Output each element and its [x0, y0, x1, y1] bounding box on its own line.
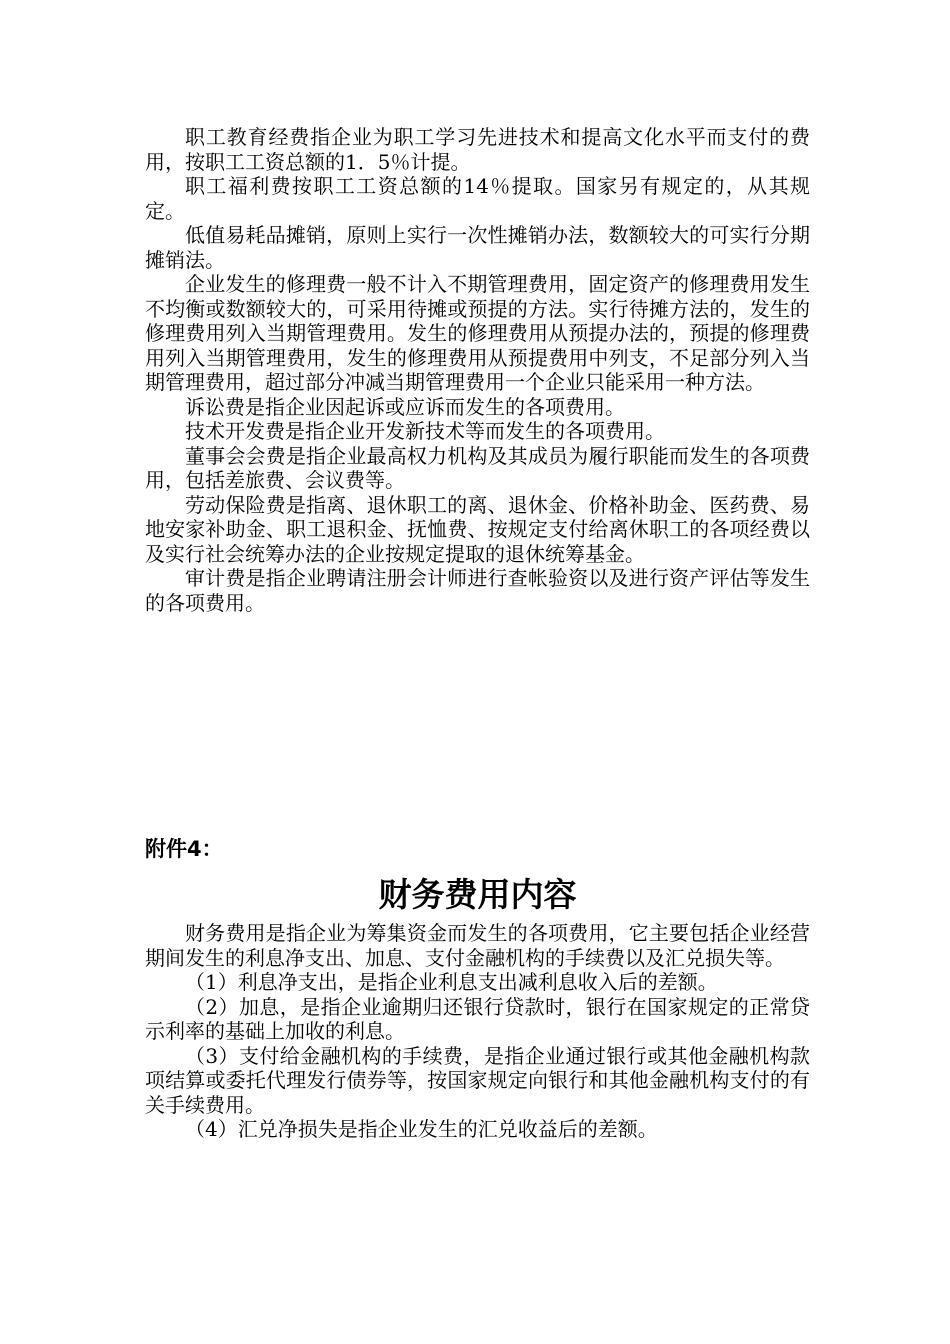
paragraph-board-fees: 董事会会费是指企业最高权力机构及其成员为履行职能而发生的各项费用，包括差旅费、会议费等。 — [145, 443, 810, 492]
paragraph-net-interest: （1）利息净支出，是指企业利息支出减利息收入后的差额。 — [185, 970, 718, 994]
paragraph-low-value-consumables: 低值易耗品摊销，原则上实行一次性摊销办法，数额较大的可实行分期摊销法。 — [145, 223, 810, 272]
management-expenses-text — [145, 125, 810, 615]
attachment-label: 附件4： — [145, 837, 223, 861]
paragraph-litigation-fees: 诉讼费是指企业因起诉或应诉而发生的各项费用。 — [185, 394, 625, 419]
paragraph-repair-costs: 企业发生的修理费一般不计入不期管理费用，固定资产的修理费用发生不均衡或数额较大的，可采用待摊或预提的方法。实行待摊方法的，发生的修理费用列入当期管理费用。发生的修理费用从预提办法的，预提的修理费用列入当期管理费用，发生的修理费用从预提费用中列支，不足部分列入当期管理费用，超过部分冲减当期管理费用一个企业只能采用一种方法。 — [145, 272, 810, 394]
paragraph-labor-insurance: 劳动保险费是指离、退休职工的离、退休金、价格补助金、医药费、易地安家补助金、职工退积金、抚恤费、按规定支付给离休职工的各项经费以及实行社会统筹办法的企业按规定提取的退休统筹基金。 — [145, 492, 810, 566]
paragraph-tech-development: 技术开发费是指企业开发新技术等而发生的各项费用。 — [185, 419, 665, 443]
paragraph-bank-fees: （3）支付给金融机构的手续费，是指企业通过银行或其他金融机构款项结算或委托代理发行债券等，按国家规定向银行和其他金融机构支付的有关手续费用。 — [145, 1043, 810, 1117]
paragraph-staff-education: 职工教育经费指企业为职工学习先进技术和提高文化水平而支付的费用，按职工工资总额的1．5％计提。 — [145, 125, 810, 174]
paragraph-extra-interest: （2）加息，是指企业逾期归还银行贷款时，银行在国家规定的正常贷示利率的基础上加收的利息。 — [145, 994, 810, 1043]
paragraph-staff-welfare: 职工福利费按职工工资总额的14％提取。国家另有规定的，从其规定。 — [145, 174, 810, 223]
paragraph-exchange-loss: （4）汇兑净损失是指企业发生的汇兑收益后的差额。 — [185, 1117, 658, 1141]
financial-expenses-text — [145, 921, 810, 1142]
paragraph-audit-fees: 审计费是指企业聘请注册会计师进行查帐验资以及进行资产评估等发生的各项费用。 — [145, 566, 810, 615]
section-title: 财务费用内容 — [378, 875, 577, 914]
paragraph-financial-intro: 财务费用是指企业为筹集资金而发生的各项费用，它主要包括企业经营期间发生的利息净支出、加息、支付金融机构的手续费以及汇兑损失等。 — [145, 921, 810, 970]
